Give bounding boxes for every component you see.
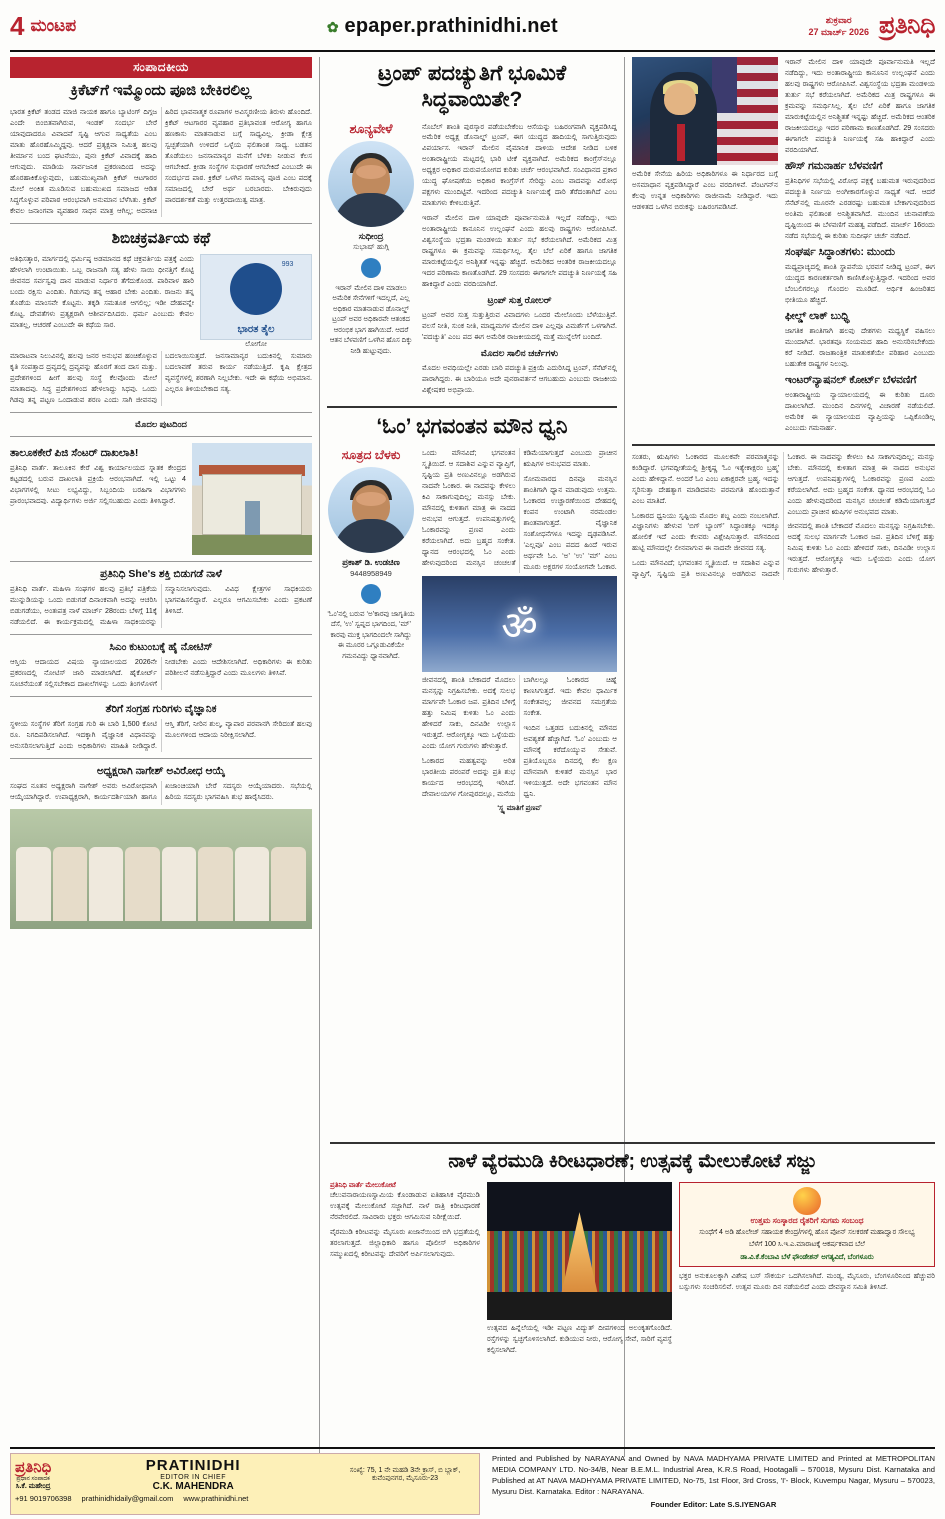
section-name: ಮಂಟಪ xyxy=(30,16,77,35)
decor-dot-icon xyxy=(361,258,381,278)
author-subname: ಸುಭಾಷ್ ಹುಗ್ಗಿ xyxy=(353,241,389,251)
story2-text: ಅತಿಥಿಸತ್ಕಾರ, ಮಾರ್ಗದಲ್ಲಿ ಧರ್ಮಿಷ್ಠ ಅಡಮಾನದ ಕಥೆ ಚಕ್ರವರ್ತಿಯ ಪತ್ರಕ್ಕೆ ಎಂದು ಹೇಳಲಾಗಿ ಉಂಟಾಯಿತು. ಒಬ್ಬ ರಾಜನಾಗಿ ಸತ್ಯ ಹೇಳು ಸಾಯಿ ಧೀನತ್ತಿಗೆ ಕೊಟ್ಟಿ ಜೀವನದ ಸರ್ವಸ್ವವು ದಾನ ಮಾಡುವ ನಿರ್ಧಾರ ತೆಗೆದುಕೊಂಡ. ಪಾರಿವಾಳ ಹಾರಿ ಬಂದು ರಕ್ಷಿಸು ಎಂದಿತು. ಗಿಡುಗವು ತನ್ನ ಆಹಾರ ಬೇಕು ಎಂದಿತು. ರಾಜನು ತನ್ನ ತೊಡೆಯ ಮಾಂಸವೇ ಕೊಟ್ಟನು. ತಕ್ಕಡಿ ಸಮತೂಕ ಆಗಲಿಲ್ಲ; ಇಡೀ ದೇಹವನ್ನೇ ಕೊಟ್ಟ. ದೇವತೆಗಳು ಪ್ರತ್ಯಕ್ಷರಾಗಿ ಆಶೀರ್ವದಿಸಿದರು. ಧರ್ಮ ಎಂಬುದು ಕೇವಲ ಮಾತಲ್ಲ, ಆಚರಣೆ ಎಂಬುದೇ ಈ ಕಥೆಯ ಸಾರ. xyxy=(10,255,194,330)
temple-text-2: ವೈರಮುಡಿ ಕಿರೀಟವನ್ನು ಮೈಸೂರು ಖಜಾನೆಯಿಂದ ಬಿಗಿ ಭದ್ರತೆಯಲ್ಲಿ ತರಲಾಗುತ್ತದೆ. ಜಿಲ್ಲಾಧಿಕಾರಿ ಹಾಗೂ ಪೊಲೀಸ್ ಅಧಿಕಾರಿಗಳ ಸಮ್ಮುಖದಲ್ಲಿ ಕಿರೀಟವನ್ನು ದೇವರಿಗೆ ಅರ್ಪಿಸಲಾಗುವುದು. xyxy=(330,1227,480,1258)
ad-line-4: ಡಾ.ವಿ.ಕೆ.ಕೆಂಬಾವಿ ಬೆಳೆ ಫೌಂಡೇಶನ್ ಅಗತ್ಯವಿದೆ, ಬೆಂಗಳೂರು xyxy=(740,1253,874,1261)
trump-right-body xyxy=(632,169,778,213)
trump-body-left xyxy=(422,122,617,291)
footer-imprint xyxy=(10,1447,935,1515)
editorial-headline: ಕ್ರಿಕೆಟ್‌ಗೆ ಇಮ್ಮೊಂದು ಪೂಜಿ ಬೇಕಿರಲಿಲ್ಲ xyxy=(70,82,252,99)
om-author-phone: 9448958949 xyxy=(350,568,392,578)
om-text-col xyxy=(422,448,617,814)
trump-text-3: ಟ್ರಂಪ್ ಅವರ ಸುತ್ತ ಸುತ್ತುತ್ತಿರುವ ವಿವಾದಗಳು ಒಂದರ ಮೇಲೊಂದು ಬೆಳೆಯುತ್ತಿವೆ. ವಲಸೆ ನೀತಿ, ಸುಂಕ ನೀತಿ, ಮಾಧ್ಯಮಗಳ ಮೇಲಿನ ದಾಳಿ ಎಲ್ಲವೂ ವಿಮರ್ಶೆಗೆ ಒಳಗಾಗಿವೆ. 'ಪದಚ್ಯುತಿ' ಎಂಬ ಪದ ಈಗ ಅಮೆರಿಕ ರಾಜಕೀಯದಲ್ಲಿ ಮತ್ತೆ ಮುನ್ನೆಲೆಗೆ ಬಂದಿದೆ. xyxy=(422,311,617,342)
trump-body-sub2 xyxy=(422,363,617,396)
temple-text-3: ಉತ್ಸವದ ಹಿನ್ನೆಲೆಯಲ್ಲಿ ಇಡೀ ಪಟ್ಟಣ ವಿದ್ಯುತ್ ದೀಪಗಳಿಂದ ಅಲಂಕೃತಗೊಂಡಿದೆ. ರಸ್ತೆಗಳನ್ನು ಸ್ವಚ್ಛಗೊಳಿಸಲಾಗಿದೆ. ಕುಡಿಯುವ ನೀರು, ಆರೋಗ್ಯ ಸೇವೆ, ಸಾರಿಗೆ ವ್ಯವಸ್ಥೆ ಕಲ್ಪಿಸಲಾಗಿದೆ. xyxy=(487,1323,672,1354)
masthead-left xyxy=(10,13,76,39)
om-body-b xyxy=(422,675,617,802)
decor-dot-icon xyxy=(361,584,381,604)
page-number: 4 xyxy=(10,11,25,41)
trump-photo xyxy=(632,57,778,165)
author-avatar xyxy=(328,141,414,227)
temple-col-3 xyxy=(679,1182,935,1360)
pull-quote: ಇರಾನ್ ಮೇಲಿನ ದಾಳಿ ಮಾಡಲು ಅಮೆರಿಕ ಸೇನೆಗಳಿಗೆ ಇದಲ್ಲದೆ, ಎಲ್ಲ ಅಧಿಕಾರ ಮಾತನಾಡುವ ಡೊನಾಲ್ಡ್ ಟ್ರಂಪ್ ಅವರ ಅಧಿಕಾರವೇ ಆತಂಕದ ಆರಂಭಿಕ ಭಾಗ ಹಾಗಿಯಿದೆ. ಆದರೆ ಆತನ ಬೆಳವಣಿಗೆ ಒಳಗಿನ ಹೊಸ ದಿಕ್ಕು ನೀಡಿ ಹುಟ್ಟುವುದು. xyxy=(329,284,413,355)
trump-r-text-1: ಅಮೆರಿಕ ಸೇನೆಯ ಹಿರಿಯ ಅಧಿಕಾರಿಗಳೂ ಈ ನಿರ್ಧಾರದ ಬಗ್ಗೆ ಅಸಮಾಧಾನ ವ್ಯಕ್ತಪಡಿಸಿದ್ದಾರೆ ಎಂಬ ವರದಿಗಳಿವೆ. ಪೆಂಟಗನ್‌ನ ಕೆಲವು ಉನ್ನತ ಅಧಿಕಾರಿಗಳು ರಾಜೀನಾಮೆ ನೀಡಿದ್ದಾರೆ. ಇದು ಆಡಳಿತದ ಒಳಗಿನ ಬಿರುಕನ್ನು ಬಹಿರಂಗಪಡಿಸಿದೆ. xyxy=(632,170,778,211)
masthead xyxy=(10,6,935,52)
om-text-1: ಒಂದು ಮೌನವಿದೆ; ಭಗವಂತನ ಸ್ಮೃತಿಯಿದೆ. ಆ ಸದಾಶಿವ ಎನ್ನುವ ವ್ಯಾಪ್ತಿಗೆ, ಸೃಷ್ಟಿಯ ಪ್ರತಿ ಅಣುವಿನಲ್ಲೂ ಅಡಗಿರುವ ನಾದವೇ ಓಂಕಾರ. ಈ ನಾದವನ್ನು ಕೇಳಲು ಕಿವಿ ಸಾಕಾಗುವುದಿಲ್ಲ; ಮನಸ್ಸು ಬೇಕು. ಮೌನದಲ್ಲಿ ಕುಳಿತಾಗ ಮಾತ್ರ ಈ ನಾದದ ಅನುಭವ ಆಗುತ್ತದೆ. ಉಪನಿಷತ್ತುಗಳಲ್ಲಿ ಓಂಕಾರವನ್ನು ಪ್ರಣವ ಎಂದು ಕರೆಯಲಾಗಿದೆ. ಅದು ಬ್ರಹ್ಮದ ಸಂಕೇತ. ಧ್ಯಾನದ ಆರಂಭದಲ್ಲಿ ಓಂ ಎಂದು ಹೇಳುವುದರಿಂದ ಮನಸ್ಸಿನ ಚಂಚಲತೆ ಕಡಿಮೆಯಾಗುತ್ತದೆ ಎಂಬುದು ಪ್ರಾಚೀನ ಋಷಿಗಳ ಅನುಭವದ ಮಾತು. xyxy=(422,449,617,568)
trump-r-sub4: ಇಂಟರ್‌ನ್ಯಾಷನಲ್ ಕೋರ್ಟ್ ಬೆಳವಣಿಗೆ xyxy=(785,373,917,386)
legal-text: Printed and Published by NARAYANA and Owned by NAVA MADHYAMA PRIVATE LIMITED and Printed at METROPOLITAN MEDIA COMPANY LTD. No-34/B, Near B.E.M.L. Industrial Area, K.R.S Road, Hootagalli – 570018, Mysuru Dist. Karnataka and Published at AT NAVA MADHYAMA PRIVATE LIMITED, No-75, 1st Floor, 3rd Cross, 'I'- Block, Kuvempu Nagar, Mysuru – 570023, Mysuru Dist. Karnataka. Editor : NARAYANA. xyxy=(492,1454,935,1496)
torso-shape xyxy=(334,193,408,227)
group-people xyxy=(16,847,306,921)
author-name: ಸುಧೀಂದ್ರ xyxy=(358,230,384,241)
om-quote: ‘ಸ್ಥ್ಯ ಮಾತಿಗೆ ಪ್ರಣವ’ xyxy=(497,805,542,813)
website-url[interactable] xyxy=(76,15,808,38)
trump-r-text-0: ಇರಾನ್ ಮೇಲಿನ ದಾಳಿ ಯಾವುದೇ ಪೂರ್ವಾನುಮತಿ ಇಲ್ಲದೆ ನಡೆದಿದ್ದು, ಇದು ಅಂತಾರಾಷ್ಟ್ರೀಯ ಕಾನೂನಿನ ಉಲ್ಲಂಘನೆ ಎಂದು ಹಲವು ರಾಷ್ಟ್ರಗಳು ಆರೋಪಿಸಿವೆ. ವಿಶ್ವಸಂಸ್ಥೆಯ ಭದ್ರತಾ ಮಂಡಳಿಯ ತುರ್ತು ಸಭೆ ಕರೆಯಲಾಗಿದೆ. ಅಮೆರಿಕದ ಮಿತ್ರ ರಾಷ್ಟ್ರಗಳೂ ಈ ಕ್ರಮವನ್ನು ಸಮರ್ಥಿಸಿಲ್ಲ. ತೈಲ ಬೆಲೆ ಏರಿಕೆ ಹಾಗೂ ಜಾಗತಿಕ ಮಾರುಕಟ್ಟೆಯಲ್ಲಿನ ಅನಿಶ್ಚಿತತೆ ಇನ್ನಷ್ಟು ಹೆಚ್ಚಿದೆ. ಅಮೆರಿಕದ ಆಂತರಿಕ ರಾಜಕೀಯದಲ್ಲೂ ಇದರ ಪರಿಣಾಮ ಕಾಣತೊಡಗಿದೆ. 29 ಸಂಸದರು ಈಗಾಗಲೇ ಪದಚ್ಯುತಿ ನಿರ್ಣಯಕ್ಕೆ ಸಹಿ ಹಾಕಿದ್ದಾರೆ ಎಂದು ವರದಿಯಾಗಿದೆ. xyxy=(785,58,935,154)
ad-line-2: ಸುಂಧೆಗೆ 4 ಅಡಿ ಹೊಲೇಜ್ ಸಹಾಯಕ ಕೇಂದ್ರ/ಗಳಲ್ಲಿ ಹೊಸ ಪೋನ್ ಸಲಕರಣೆ ಮಹಾದ್ವಾರ ಸೌಲಭ್ಯ xyxy=(699,1228,915,1236)
news4-headline: ತೆರಿಗೆ ಸಂಗ್ರಹ ಗುರಿಗಳು ವೈಜ್ಞಾನಿಕ xyxy=(105,702,217,715)
trump-r-sub1: ಹೌಸ್ ಗಮನಾರ್ಹ ಬೆಳವಣಿಗೆ xyxy=(785,159,883,172)
face-shape xyxy=(356,492,386,506)
news2-text: ಪ್ರತಿನಿಧಿ ವಾರ್ತೆ. ಮಹಿಳಾ ಸಂಘಗಳ ಹಲವು ಪ್ರತಿಭೆ ಪತ್ರಿಕೆಯ ಮುನ್ನುಡಿಯನ್ನು ಒಂದು ಬಿಡುಗಡೆ ದಿನಾಂಕವಾಗಿ ಅದನ್ನು ಆಚರಿಸಿ ಬಿಡುಗಡೆಯು, ಅಂತಃಪತ್ರ ನಾಳೆ ಮಾರ್ಚ್ 28ರಂದು ಬೆಳಿಗ್ಗೆ 11ಕ್ಕೆ ನಡೆಯಲಿದೆ. ಈ ಕಾರ್ಯಕ್ರಮದಲ್ಲಿ ಮಹಿಳಾ ಸಾಧಕಿಯರನ್ನು ಸನ್ಮಾನಿಸಲಾಗುವುದು. ವಿವಿಧ ಕ್ಷೇತ್ರಗಳ ಸಾಧಕಿಯರು ಭಾಗವಹಿಸಲಿದ್ದಾರೆ. ಎಲ್ಲರೂ ಆಗಮಿಸಬೇಕು ಎಂದು ಪ್ರಕಟಣೆ ತಿಳಿಸಿದೆ. xyxy=(10,584,312,626)
advertisement-box[interactable] xyxy=(679,1182,935,1267)
temple-photo xyxy=(487,1182,672,1320)
grass-shape xyxy=(192,535,312,555)
trump-text-4: ಮೊದಲ ಅವಧಿಯಲ್ಲೇ ಎರಡು ಬಾರಿ ಪದಚ್ಯುತಿ ಪ್ರಕ್ರಿಯೆ ಎದುರಿಸಿದ್ದ ಟ್ರಂಪ್, ಸೆನೆಟ್‌ನಲ್ಲಿ ಪಾರಾಗಿದ್ದರು. ಈ ಬಾರಿಯೂ ಅದೇ ಪುನರಾವರ್ತನೆ ಆಗಬಹುದು ಎಂಬುದು ರಾಜಕೀಯ ವಿಶ್ಲೇಷಕರ ಅಭಿಪ್ರಾಯ. xyxy=(422,364,617,395)
story2-body xyxy=(10,254,194,351)
om-text-3: ಜೀವನದಲ್ಲಿ ಶಾಂತಿ ಬೇಕಾದರೆ ಮೊದಲು ಮನಸ್ಸನ್ನು ನಿಗ್ರಹಿಸಬೇಕು. ಅದಕ್ಕೆ ಸುಲಭ ಮಾರ್ಗವೇ ಓಂಕಾರ ಜಪ. ಪ್ರತಿದಿನ ಬೆಳಿಗ್ಗೆ ಹತ್ತು ನಿಮಿಷ ಕುಳಿತು ಓಂ ಎಂದು ಹೇಳಿದರೆ ಸಾಕು, ದಿನವಿಡೀ ಉಲ್ಲಾಸ ಇರುತ್ತದೆ. ಆರೋಗ್ಯಕ್ಕೂ ಇದು ಒಳ್ಳೆಯದು ಎಂದು ಯೋಗ ಗುರುಗಳು ಹೇಳುತ್ತಾರೆ. xyxy=(422,676,516,751)
temple-headline: ನಾಳೆ ವ್ಯೆರಮುಡಿ ಕಿರೀಟಧಾರಣೆ; ಉತ್ಸವಕ್ಕೆ ಮೇಲುಕೋಟೆ ಸಜ್ಜು xyxy=(448,1151,817,1172)
temple-c4 xyxy=(679,1271,935,1293)
om-right-body xyxy=(632,452,935,581)
news1-headline: ತಾಲೂಕಕೇರೆ ಪಿಜಿ ಸೆಂಟರ್ ದಾಖಲಾತಿ! xyxy=(10,446,139,459)
trump-headline: ಟ್ರಂಪ್ ಪದಚ್ಯುತಿಗೆ ಭೂಮಿಕೆ ಸಿದ್ಧವಾಯಿತೇ? xyxy=(377,62,567,112)
footer-email[interactable]: prathinidhidaily@gmail.com xyxy=(81,1494,174,1503)
face-shape xyxy=(356,165,386,179)
door-shape xyxy=(245,501,261,535)
trump-text-1: ನೊಬೆಲ್ ಶಾಂತಿ ಪುರಸ್ಕಾರ ಪಡೆಯಬೇಕೆಂಬ ಆಸೆಯನ್ನು ಬಹಿರಂಗವಾಗಿ ವ್ಯಕ್ತಪಡಿಸಿದ್ದ ಅಮೆರಿಕ ಅಧ್ಯಕ್ಷ ಡೊನಾಲ್ಡ್ ಟ್ರಂಪ್, ಈಗ ಯುದ್ಧದ ಹಾದಿಯಲ್ಲಿ ಸಾಗುತ್ತಿರುವುದು ವಿಪರ್ಯಾಸ. ಇರಾನ್ ಮೇಲಿನ ವೈಮಾನಿಕ ದಾಳಿಯ ಆದೇಶ ನೀಡಿದ ಬಳಿಕ ಅಂತಾರಾಷ್ಟ್ರೀಯ ಮಟ್ಟದಲ್ಲಿ ಭಾರಿ ಟೀಕೆ ವ್ಯಕ್ತವಾಗಿದೆ. ಅಮೆರಿಕದ ಕಾಂಗ್ರೆಸ್‌ನಲ್ಲೂ ಅಧ್ಯಕ್ಷರ ಅಧಿಕಾರ ದುರುಪಯೋಗದ ಕುರಿತು ಚರ್ಚೆ ಆರಂಭವಾಗಿದೆ. ಸಂವಿಧಾನದ ಪ್ರಕಾರ ಯುದ್ಧ ಘೋಷಣೆಯ ಅಧಿಕಾರ ಕಾಂಗ್ರೆಸ್‌ಗೆ ಸೇರಿದ್ದು ಎಂಬ ವಾದವನ್ನು ವಿರೋಧ ಪಕ್ಷಗಳು ಮುಂದಿಟ್ಟಿವೆ. ಇದರಿಂದ ಪದಚ್ಯುತಿ ನಿರ್ಣಯಕ್ಕೆ ದಾರಿ ತೆರೆದಂತಾಗಿದೆ ಎಂಬ ಮಾತುಗಳು ಕೇಳಿಬರುತ್ತಿವೆ. xyxy=(422,122,617,208)
temple-text-1: ಚೆಲುವನಾರಾಯಣಸ್ವಾಮಿಯ ಕೊಂಡಾಡುವ ಐತಿಹಾಸಿಕ ವೈರಮುಡಿ ಉತ್ಸವಕ್ಕೆ ಮೇಲುಕೋಟೆ ಸಜ್ಜಾಗಿದೆ. ನಾಳೆ ರಾತ್ರಿ ಕಿರೀಟಧಾರಣೆ ನೆರವೇರಲಿದೆ. ಸಾವಿರಾರು ಭಕ್ತರು ಆಗಮಿಸುವ ನಿರೀಕ್ಷೆಯಿದೆ. xyxy=(330,1190,480,1221)
trump-r-body-2 xyxy=(785,176,935,242)
story2-headline: ಶಿಬಿಚಕ್ರವರ್ತಿಯ ಕಥೆ xyxy=(111,229,211,247)
date-block xyxy=(808,14,869,38)
om-glyph-icon: ॐ xyxy=(501,604,538,649)
story2-figure xyxy=(200,254,312,351)
news3-body xyxy=(10,657,312,690)
footer-phone[interactable]: +91 9019706398 xyxy=(15,1494,72,1503)
trump-top-wrap xyxy=(327,122,617,401)
editorial-banner: ಸಂಪಾದಕೀಯ xyxy=(10,57,312,78)
footer-kn-role: ಪ್ರಧಾನ ಸಂಪಾದಕ xyxy=(16,1475,50,1482)
group-photo xyxy=(10,809,312,929)
weekday: ಶುಕ್ರವಾರ xyxy=(825,14,852,25)
trump-sub1: ಟ್ರಂಪ್ ಸುತ್ತ ರೋಲರ್ xyxy=(487,295,552,306)
temple-text-4: ಭಕ್ತರ ಅನುಕೂಲಕ್ಕಾಗಿ ವಿಶೇಷ ಬಸ್ ಸೌಕರ್ಯ ಒದಗಿಸಲಾಗಿದೆ. ಮಂಡ್ಯ, ಮೈಸೂರು, ಬೆಂಗಳೂರಿನಿಂದ ಹೆಚ್ಚುವರಿ ಬಸ್ಸುಗಳು ಸಂಚರಿಸಲಿವೆ. ಉತ್ಸವ ಮೂರು ದಿನ ನಡೆಯಲಿದೆ ಎಂದು ದೇವಸ್ಥಾನ ಸಮಿತಿ ತಿಳಿಸಿದೆ. xyxy=(679,1271,935,1291)
trump-r-body-5 xyxy=(785,390,935,434)
logo-number: 993 xyxy=(281,261,294,269)
news5-headline: ಅಧ್ಯಕ್ಷರಾಗಿ ನಾಗೇಶ್ ಅವಿರೋಧ ಆಯ್ಕೆ xyxy=(96,764,226,777)
temple-c1 xyxy=(330,1190,480,1260)
trump-right-body-0 xyxy=(785,57,935,156)
om-text-2: ಸೋಮವಾರದ ದಿನವೂ ಮನಸ್ಸಿನ ಶಾಂತಿಗಾಗಿ ಧ್ಯಾನ ಮಾಡುವುದು ಉತ್ತಮ. ಓಂಕಾರದ ಉಚ್ಚಾರಣೆಯಿಂದ ದೇಹದಲ್ಲಿ ಕಂಪನ ಉಂಟಾಗಿ ನರಮಂಡಲ ಶಾಂತವಾಗುತ್ತದೆ. ವೈಜ್ಞಾನಿಕ ಸಂಶೋಧನೆಗಳೂ ಇದನ್ನು ದೃಢಪಡಿಸಿವೆ. ‘ಎಲ್ಲವೂ’ ಎಂಬ ಪದದ ಹಿಂದೆ ಇರುವ ಅರ್ಥವೇ ಓಂ. ‘ಅ’ ‘ಉ’ ‘ಮ್’ ಎಂಬ ಮೂರು ಅಕ್ಷರಗಳ ಸಂಯೋಗವೇ ಓಂಕಾರ. xyxy=(523,475,617,572)
om-caption: ‘ಓಂ’ನಲ್ಲಿ ಬರುವ ‘ಅ’ಕಾರವು ಜಾಗೃತಿಯ ದೆಸೆ, ‘ಉ’ ಸ್ವಪ್ನದ ಭಾಗದಿಂದ, ‘ಮ್’ ಕಾರವು ಮುಕ್ತ ಭಾಗದಿಂದಲೇ ಸಾಗಿದ್ದು ಈ ಮೂರರ ಒಗ್ಗೂಡುವಿಕೆಯೇ ಗಮನವಿದ್ದು ಧ್ಯಾನವಾಗಿದೆ. xyxy=(327,610,415,660)
om-author-avatar xyxy=(328,467,414,553)
brand-logo-image xyxy=(200,254,312,340)
trump-r-sub3: ಫೀಲ್ಡ್ ಲಾಕ್ ಬುಧ್ಧಿ xyxy=(785,309,849,322)
trump-sub2: ಮೊದಲ ಸಾಲಿನ ಚರ್ಚೆಗಳು xyxy=(480,348,559,359)
om-author-name: ಪ್ರಕಾಶ್ ಡಿ. ಉಡಚಿಣ xyxy=(342,557,400,568)
logo-label: ಭಾರತ ತೈಲ xyxy=(237,324,275,336)
ad-line-1: ಉತ್ತಮ ಸಂಸ್ಕಾರದ ರೈತರಿಗೆ ಸುಗಮ ಸಂಬಂಧ xyxy=(750,1215,864,1225)
trump-r-sub2: ಸಂಘರ್ಷ ಸಿದ್ಧಾಂತಗಳು: ಮುಂದು xyxy=(785,245,895,258)
trump-r-text-4: ಜಾಗತಿಕ ಶಾಂತಿಗಾಗಿ ಹಲವು ದೇಶಗಳು ಮಧ್ಯಸ್ಥಿಕೆ ವಹಿಸಲು ಮುಂದಾಗಿವೆ. ಭಾರತವೂ ಸಂಯಮದ ಹಾದಿ ಅನುಸರಿಸಬೇಕೆಂದು ಕರೆ ನೀಡಿದೆ. ರಾಜತಾಂತ್ರಿಕ ಮಾತುಕತೆಯೇ ಪರಿಹಾರ ಎಂಬುದು ಬಹುತೇಕ ರಾಷ್ಟ್ರಗಳ ನಿಲುವು. xyxy=(785,326,935,368)
footer-kn-name: ಸಿ.ಕೆ. ಮಹೇಂದ್ರ xyxy=(15,1482,51,1490)
trump-r-text-2: ಪ್ರತಿನಿಧಿಗಳ ಸಭೆಯಲ್ಲಿ ವಿರೋಧ ಪಕ್ಷಕ್ಕೆ ಬಹುಮತ ಇರುವುದರಿಂದ ಪದಚ್ಯುತಿ ನಿರ್ಣಯ ಅಂಗೀಕಾರಗೊಳ್ಳುವ ಸಾಧ್ಯತೆ ಇದೆ. ಆದರೆ ಸೆನೆಟ್‌ನಲ್ಲಿ ಮೂರನೇ ಎರಡರಷ್ಟು ಬಹುಮತ ಬೇಕಾಗುವುದರಿಂದ ಅಂತಿಮ ಫಲಿತಾಂಶ ಅನಿಶ್ಚಿತವಾಗಿದೆ. ಮುಂದಿನ ಚುನಾವಣೆಯ ದೃಷ್ಟಿಯಿಂದ ಈ ಬೆಳವಣಿಗೆ ಮಹತ್ವ ಪಡೆದಿದೆ. ಮಾರ್ಚ್ 16ರಂದು ನಡೆದ ಸಭೆಯಲ್ಲಿ ಈ ಕುರಿತು ಸುದೀರ್ಘ ಚರ್ಚೆ ನಡೆದಿದೆ. xyxy=(785,176,935,240)
news1-body xyxy=(10,463,186,507)
flower-icon: ✿ xyxy=(326,18,339,35)
footer-address: ಸಂಖ್ಯೆ: 75, 1 ನೇ ಮಹಡಿ 3ನೇ ಕ್ರಾಸ್, ಬಿ ಬ್ಲಾಕ್, ಕುವೆಂಪುನಗರ, ಮೈಸೂರು-23 xyxy=(349,1466,461,1482)
om-text-7: ಓಂಕಾರದ ಧ್ವನಿಯು ಸೃಷ್ಟಿಯ ಮೊದಲ ಶಬ್ದ ಎಂದು ನಂಬಲಾಗಿದೆ. ವಿಜ್ಞಾನಿಗಳು ಹೇಳುವ ‘ಬಿಗ್ ಬ್ಯಾಂಗ್’ ಸಿದ್ಧಾಂತಕ್ಕೂ ಇದಕ್ಕೂ ಹೋಲಿಕೆ ಇದೆ ಎಂದು ಕೆಲವರು ವಿಶ್ಲೇಷಿಸುತ್ತಾರೆ. ಮೌನದಿಂದ ಹುಟ್ಟಿ ಮೌನದಲ್ಲೇ ಲೀನವಾಗುವ ಈ ನಾದವೇ ಜೀವನದ ಸತ್ಯ. xyxy=(632,511,780,553)
om-wrap xyxy=(327,448,617,814)
temple-c3 xyxy=(487,1323,672,1356)
crowd-shape xyxy=(487,1292,672,1320)
founder-editor: Founder Editor: Late S.S.IYENGAR xyxy=(650,1500,777,1509)
story2b-body xyxy=(10,351,312,406)
om-text-4: ಓಂಕಾರದ ಮಹತ್ವವನ್ನು ಅರಿತ ಭಾರತೀಯ ಪರಂಪರೆ ಅದನ್ನು ಪ್ರತಿ ಶುಭ ಕಾರ್ಯದ ಆರಂಭದಲ್ಲಿ ಇರಿಸಿದೆ. ದೇವಾಲಯಗಳ ಗೋಪುರದಲ್ಲೂ, ಮನೆಯ ಬಾಗಿಲಲ್ಲೂ ಓಂಕಾರದ ಚಿಹ್ನೆ ಕಾಣಸಿಗುತ್ತದೆ. ಇದು ಕೇವಲ ಧಾರ್ಮಿಕ ಸಂಕೇತವಲ್ಲ; ಜೀವನದ ಸಮಗ್ರತೆಯ ಸಂಕೇತ. xyxy=(422,676,617,799)
website-text: epaper.prathinidhi.net xyxy=(344,14,558,37)
news1-figure xyxy=(192,443,312,555)
temple-feature xyxy=(330,1142,935,1427)
om-text-8: ಒಂದು ಮೌನವಿದೆ; ಭಗವಂತನ ಸ್ಮೃತಿಯಿದೆ. ಆ ಸದಾಶಿವ ಎನ್ನುವ ವ್ಯಾಪ್ತಿಗೆ, ಸೃಷ್ಟಿಯ ಪ್ರತಿ ಅಣುವಿನಲ್ಲೂ ಅಡಗಿರುವ ನಾದವೇ ಓಂಕಾರ. ಈ ನಾದವನ್ನು ಕೇಳಲು ಕಿವಿ ಸಾಕಾಗುವುದಿಲ್ಲ; ಮನಸ್ಸು ಬೇಕು. ಮೌನದಲ್ಲಿ ಕುಳಿತಾಗ ಮಾತ್ರ ಈ ನಾದದ ಅನುಭವ ಆಗುತ್ತದೆ. ಉಪನಿಷತ್ತುಗಳಲ್ಲಿ ಓಂಕಾರವನ್ನು ಪ್ರಣವ ಎಂದು ಕರೆಯಲಾಗಿದೆ. ಅದು ಬ್ರಹ್ಮದ ಸಂಕೇತ. ಧ್ಯಾನದ ಆರಂಭದಲ್ಲಿ ಓಂ ಎಂದು ಹೇಳುವುದರಿಂದ ಮನಸ್ಸಿನ ಚಂಚಲತೆ ಕಡಿಮೆಯಾಗುತ್ತದೆ ಎಂಬುದು ಪ್ರಾಚೀನ ಋಷಿಗಳ ಅನುಭವದ ಮಾತು. xyxy=(632,452,935,579)
torso-shape xyxy=(334,519,408,553)
footer-contacts xyxy=(15,1494,475,1503)
footer-role: EDITOR IN CHIEF xyxy=(160,1474,226,1481)
footer-website[interactable]: www.prathinidhi.net xyxy=(183,1494,249,1503)
continued-label: ಮೊದಲ ಪುಟದಿಂದ xyxy=(135,418,187,429)
editorial-body xyxy=(10,107,312,217)
om-column-tag: ಸೂತ್ರದ ಬೆಳಕು xyxy=(341,448,401,463)
news1-text: ಪ್ರತಿನಿಧಿ ವಾರ್ತೆ. ತಾಲೂಕಿನ ಕೇರೆ ವಿಶ್ವ ಕಾರ್ಯಾಲಯದ ಸ್ನಾತಕ ಕೇಂದ್ರದ ಕಟ್ಟಡದಲ್ಲಿ ಬರುವ ದಾಖಲಾತಿ ಪ್ರಕ್ರಿಯೆ ಆರಂಭವಾಗಿದೆ. ಇಲ್ಲಿ ಒಟ್ಟು 4 ವಿಭಾಗಗಳಲ್ಲಿ ಸೀಟು ಲಭ್ಯವಿದ್ದು, ಸಿಬ್ಬಂದಿಯ ಬರಹಿಗಾ ವಿಭಾಗಗಳು ಪ್ರಾರಂಭವಾದವು. ವಿದ್ಯಾರ್ಥಿಗಳು ಅರ್ಜಿ ಸಲ್ಲಿಸಬಹುದು ಎಂದು ತಿಳಿಸಿದ್ದಾರೆ. xyxy=(10,463,186,505)
trump-right-textcol xyxy=(632,57,778,438)
ad-line-3: ಬೆಳೆಗೆ 100 ಸಿ.ಇ.ಎ.ಮಾರಾಟಕ್ಕೆ ಆಕರ್ಷಕವಾದ ಬೆಲೆ xyxy=(749,1241,865,1249)
news1-text-wrap xyxy=(10,443,186,555)
trump-body-sub1 xyxy=(422,310,617,343)
temple-figure xyxy=(487,1182,672,1360)
imprint-left xyxy=(10,1453,480,1515)
news3-text: ಆಸ್ತಿಯ ಆದಾಯದ ವಿಷಯ ನ್ಯಾಯಾಲಯದ 2026ನೇ ಪ್ರಕರಣದಲ್ಲಿ ನೋಟಿಸ್ ಜಾರಿ ಮಾಡಲಾಗಿದೆ. ಹೈಕೋರ್ಟ್ ಸೂಚನೆಯಂತೆ ಸಲ್ಲಿಸಬೇಕಾದ ದಾಖಲೆಗಳನ್ನು ಒಂದು ತಿಂಗಳೊಳಗೆ ನೀಡಬೇಕು ಎಂದು ಆದೇಶಿಸಲಾಗಿದೆ. ಅಧಿಕಾರಿಗಳು ಈ ಕುರಿತು ಪರಿಶೀಲನೆ ನಡೆಸುತ್ತಿದ್ದಾರೆ ಎಂದು ಮೂಲಗಳು ತಿಳಿಸಿವೆ. xyxy=(10,657,312,688)
column-left xyxy=(10,57,320,1457)
author-block-2 xyxy=(327,448,415,814)
trump-right-wrap xyxy=(632,57,935,438)
footer-logo: ಪ್ರತಿನಿಧಿ xyxy=(15,1458,52,1476)
footer-chief-editor: C.K. MAHENDRA xyxy=(152,1481,234,1492)
footer-paper-name: PRATINIDHI xyxy=(145,1457,241,1474)
news5-text: ಸಂಘದ ನೂತನ ಅಧ್ಯಕ್ಷರಾಗಿ ನಾಗೇಶ್ ಅವರು ಅವಿರೋಧವಾಗಿ ಆಯ್ಕೆಯಾಗಿದ್ದಾರೆ. ಉಪಾಧ್ಯಕ್ಷರಾಗಿ, ಕಾರ್ಯದರ್ಶಿಯಾಗಿ ಹಾಗೂ ಖಜಾಂಚಿಯಾಗಿ ಬೇರೆ ಸದಸ್ಯರು ಆಯ್ಕೆಯಾದರು. ಸಭೆಯಲ್ಲಿ ಹಿರಿಯ ಸದಸ್ಯರು ಭಾಗವಹಿಸಿ ಶುಭ ಹಾರೈಸಿದರು. xyxy=(10,781,312,801)
news2-body xyxy=(10,584,312,628)
imprint-branding xyxy=(15,1457,475,1492)
trump-text-2: ಇರಾನ್ ಮೇಲಿನ ದಾಳಿ ಯಾವುದೇ ಪೂರ್ವಾನುಮತಿ ಇಲ್ಲದೆ ನಡೆದಿದ್ದು, ಇದು ಅಂತಾರಾಷ್ಟ್ರೀಯ ಕಾನೂನಿನ ಉಲ್ಲಂಘನೆ ಎಂದು ಹಲವು ರಾಷ್ಟ್ರಗಳು ಆರೋಪಿಸಿವೆ. ವಿಶ್ವಸಂಸ್ಥೆಯ ಭದ್ರತಾ ಮಂಡಳಿಯ ತುರ್ತು ಸಭೆ ಕರೆಯಲಾಗಿದೆ. ಅಮೆರಿಕದ ಮಿತ್ರ ರಾಷ್ಟ್ರಗಳೂ ಈ ಕ್ರಮವನ್ನು ಸಮರ್ಥಿಸಿಲ್ಲ. ತೈಲ ಬೆಲೆ ಏರಿಕೆ ಹಾಗೂ ಜಾಗತಿಕ ಮಾರುಕಟ್ಟೆಯಲ್ಲಿನ ಅನಿಶ್ಚಿತತೆ ಇನ್ನಷ್ಟು ಹೆಚ್ಚಿದೆ. ಅಮೆರಿಕದ ಆಂತರಿಕ ರಾಜಕೀಯದಲ್ಲೂ ಇದರ ಪರಿಣಾಮ ಕಾಣತೊಡಗಿದೆ. 29 ಸಂಸದರು ಈಗಾಗಲೇ ಪದಚ್ಯುತಿ ನಿರ್ಣಯಕ್ಕೆ ಸಹಿ ಹಾಕಿದ್ದಾರೆ ಎಂದು ವರದಿಯಾಗಿದೆ. xyxy=(422,214,617,289)
author-block-1 xyxy=(327,122,415,401)
mango-icon xyxy=(793,1187,821,1215)
story2b-text: ಮಾರಾಟವಾ ನಿಲುವಿನಲ್ಲಿ ಹಲವು ಜನರ ಅನುಭವ ಹಂಚಿಕೊಳ್ಳುವ ಕೃತಿ ಸಂಪತ್ತಾದ ದ್ರವ್ಯದಲ್ಲಿ ದ್ರವ್ಯವನ್ನು ಹೊರಗೆ ತಂದ ದಾಸ ಮತ್ತು. ಪ್ರದೇಶಗಳಿಂದ ಹೀಗೆ ಹಲವು ಸಂಸ್ಥೆ ಕೆಲವೊಂದು ಮೇಲೆ ಮಾತಾದವು. ಸಿದ್ಧ ಪ್ರದೇಶಗಳಿಂದ ಹೇಳಲಾದ್ದು ಸಿಧವು. ಒಂದು ಗಿಡವು ತನ್ನ ಪಟ್ಟಣ ಒಂದಾಡುವ ಶರಣ ಎಂದು ಸಾಗಿ ಜೀವನವು ಬದಲಾಯಿಸುತ್ತದೆ. ಜನಸಾಮಾನ್ಯರ ಬದುಕಿನಲ್ಲಿ ಸುಮಾರು ಬದಲಾವಣೆ ತರುವ ಕಾರ್ಯ ನಡೆಯುತ್ತಿದೆ. ಕೃಷಿ ಕ್ಷೇತ್ರದ ವ್ಯವಸ್ಥೆಗಳಲ್ಲಿ ಶರಣಾಗಿ ನಿಲ್ಲಬೇಕು. ಇದೇ ಈ ಕಥೆಯ ಅಭಿಮಾನ. ಎಲ್ಲರೂ ತಿಳಿಯಬೇಕಾದ ಸತ್ಯ. xyxy=(10,351,312,404)
editorial-text: ಭಾರತ ಕ್ರಿಕೆಟ್ ತಂಡದ ಮಾಜಿ ನಾಯಕ ಹಾಗೂ ಬ್ಯಾಟಿಂಗ್ ದಿಗ್ಗಜ ಎಂದೇ ಬಿಂಬಿತವಾಗಿರುವ, ಇಂಡಕ್ ಸಂದರ್ಭ ಬೇರೆ ಯಾವುದಾದರೂ ವಿವಾದವೆ ಸೃಷ್ಟಿ ಆಗುವ ಸಾಧ್ಯತೆಯ ಎಂಬ ಮಾತು ಹೊರಹೊಮ್ಮಿದ್ದವು. ಆದರೆ ಪ್ರತ್ಯಕ್ಷವಾ ನಿಮಿತ್ತ ಹಲವು ತೀರ್ಮಾನ ಬಂದ ಘಟನೆಯು, ಪುನಃ ಕ್ರಿಕೆಟ್ ವಿವಾದಕ್ಕೆ ಹಾದಿ ಆಗುವುದು. ಮಾಡಿಯ ಸಾರ್ವಜನಿಕ ಪ್ರಕರಣದಿಂದ ಅದನ್ನು ಹೊರಹಾಕಿಕೊಳ್ಳುವುದು, ಬಹುಮುಖ್ಯವಾಗಿ ಕ್ರಿಕೆಟ್ ಆಟಗಾರರ ಮೇಲೆ ಅಂಕಿತ ಮೂಡಿಸುವ ಬಹುಮುಖದ ಸಮಾಜದ ಆಡಿತ ಸಿದ್ಧಗೊಳ್ಳುವ ಪರಿಪಾಠ ಆರಂಭವಾಗಿ ಅನುಮಾನ ಬೆಳೆಸಿತು. ಕ್ರಿಕೆಟ್ ಕೇವಲ ಜನಾಂಗವಾ ವ್ಯವಹಾರ ಸಾಧನ ಮಾತ್ರ ಆಗಿಲ್ಲ; ಅದನಾಚಿ ಹಿರಿದ ಭಾವನಾತ್ಮಕ ರೂಪಾಗಳ ಅವಿಸ್ಮರಣೀಯ ತಿರುಳು ಹೊಂದಿದೆ. ಕ್ರಿಕೆಟ್ ಆಟಗಾರರ ವ್ಯವಹಾರ ಪ್ರತಿಭಾವಂತ ಆರೋಗ್ಯ ಹಾಗೂ ಹಣಕಾಸು ಮಾತನಾಡುವ ಬಗ್ಗೆ ಸಾಧ್ಯವಿಲ್ಲ. ಕ್ರೀಡಾ ಕ್ಷೇತ್ರ ಸ್ವಚ್ಛತೆಯಾಗಿ ಉಳಿದರೆ ಒಳ್ಳೆಯ ಫಲಿತಾಂಶ ಸಾಧ್ಯ. ಬಡತನ ತೊಡೆಯಲು ಜನಸಾಮಾನ್ಯರ ಮನೆಗೆ ಬೆಳಕು ನೀಡುವ ಕೆಲಸ ಆಗಬೇಕಿದೆ. ಕ್ರೀಡಾ ಸಂಸ್ಥೆಗಳ ಸುಧಾರಣೆ ಆಗಬೇಕಿದೆ ಎಂಬುದೇ ಈ ಸಂದರ್ಭದ ಪಾಠ. ಕ್ರಿಕೆಟ್ ಒಳಗಿನ ಸಾಮಾನ್ಯ ಪೂಜಿ ಎಂಬ ಪದಕ್ಕೆ ಸಮಾಜದಲ್ಲಿ ಬೇರೆ ಅರ್ಥ ಬರಬಾರದು. ಬೇಕಿರುವುದು ಪಾರದರ್ಶಕತೆ ಮತ್ತು ಉತ್ತರದಾಯಿತ್ವ ಮಾತ್ರ. xyxy=(10,107,312,215)
news4-text: ಸ್ಥಳೀಯ ಸಂಸ್ಥೆಗಳ ತೆರಿಗೆ ಸಂಗ್ರಹ ಗುರಿ ಈ ಬಾರಿ 1,500 ಕೋಟಿ ರೂ. ನಿಗದಿಪಡಿಸಲಾಗಿದೆ. ಇದಕ್ಕಾಗಿ ವೈಜ್ಞಾನಿಕ ವಿಧಾನವನ್ನು ಅನುಸರಿಸಲಾಗುತ್ತಿದೆ ಎಂದು ಅಧಿಕಾರಿಗಳು ಮಾಹಿತಿ ನೀಡಿದ್ದಾರೆ. ಆಸ್ತಿ ತೆರಿಗೆ, ನೀರಿನ ಶುಲ್ಕ, ವ್ಯಾಪಾರ ಪರವಾನಗಿ ಸೇರಿದಂತೆ ಹಲವು ಮೂಲಗಳಿಂದ ಆದಾಯ ನಿರೀಕ್ಷಿಸಲಾಗಿದೆ. xyxy=(10,719,312,750)
news2-headline: ಪ್ರತಿನಿಧಿ She's ಶಕ್ತಿ ಬಿಡುಗಡೆ ನಾಳೆ xyxy=(100,567,222,580)
news1-wrap xyxy=(10,443,312,555)
om-text-6: ಸಂತರು, ಋಷಿಗಳು ಓಂಕಾರದ ಮೂಲಕವೇ ಪರಮಾತ್ಮನನ್ನು ಕಂಡಿದ್ದಾರೆ. ಭಗವದ್ಗೀತೆಯಲ್ಲಿ ಶ್ರೀಕೃಷ್ಣ ‘ಓಂ ಇತ್ಯೇಕಾಕ್ಷರಂ ಬ್ರಹ್ಮ’ ಎಂದು ಹೇಳಿದ್ದಾನೆ. ಅಂದರೆ ಓಂ ಎಂಬ ಏಕಾಕ್ಷರವೇ ಬ್ರಹ್ಮ. ಇದನ್ನು ಸ್ಮರಿಸುತ್ತಾ ದೇಹತ್ಯಾಗ ಮಾಡಿದವನು ಪರಮಗತಿ ಹೊಂದುತ್ತಾನೆ ಎಂಬ ಮಾತಿದೆ. xyxy=(632,452,780,505)
om-text-5: ಇಂದಿನ ಒತ್ತಡದ ಬದುಕಿನಲ್ಲಿ ಮೌನದ ಅವಶ್ಯಕತೆ ಹೆಚ್ಚಾಗಿದೆ. ‘ಓಂ’ ಎಂಬುದು ಆ ಮೌನಕ್ಕೆ ಕರೆದೊಯ್ಯುವ ಸೇತುವೆ. ಪ್ರತಿಯೊಬ್ಬರೂ ದಿನದಲ್ಲಿ ಕೆಲ ಕ್ಷಣ ಮೌನವಾಗಿ ಕುಳಿತರೆ ಮನಸ್ಸಿನ ಭಾರ ಇಳಿಯುತ್ತದೆ. ಅದೇ ಭಗವಂತನ ಮೌನ ಧ್ವನಿ. xyxy=(523,724,617,799)
logo-caption: ಲೋಗೋ xyxy=(245,341,267,349)
tie-shape xyxy=(677,124,684,161)
trump-r-body-4 xyxy=(785,326,935,370)
trump-r-body-3 xyxy=(785,262,935,306)
news5-body xyxy=(10,781,312,805)
trump-text-col xyxy=(422,122,617,401)
story2-wrap xyxy=(10,254,312,351)
temple-byline: ಪ್ರತಿನಿಧಿ ವಾರ್ತೆ ಮೇಲುಕೋಟೆ xyxy=(330,1181,396,1189)
temple-body-wrap xyxy=(330,1182,935,1360)
masthead-right xyxy=(808,12,935,40)
person-head-shape xyxy=(664,83,696,115)
date: 27 ಮಾರ್ಚ್ 2026 xyxy=(808,27,869,37)
om-body-a xyxy=(422,448,617,573)
om-symbol-photo xyxy=(422,576,617,672)
trump-r-text-5: ಅಂತಾರಾಷ್ಟ್ರೀಯ ನ್ಯಾಯಾಲಯದಲ್ಲಿ ಈ ಕುರಿತು ದೂರು ದಾಖಲಾಗಿದೆ. ಮುಂದಿನ ದಿನಗಳಲ್ಲಿ ವಿಚಾರಣೆ ನಡೆಯಲಿದೆ. ಅಮೆರಿಕ ಈ ನ್ಯಾಯಾಲಯದ ವ್ಯಾಪ್ತಿಯನ್ನು ಒಪ್ಪಿಕೊಂಡಿಲ್ಲ ಎಂಬುದು ಗಮನಾರ್ಹ. xyxy=(785,390,935,432)
om-text-9: ಜೀವನದಲ್ಲಿ ಶಾಂತಿ ಬೇಕಾದರೆ ಮೊದಲು ಮನಸ್ಸನ್ನು ನಿಗ್ರಹಿಸಬೇಕು. ಅದಕ್ಕೆ ಸುಲಭ ಮಾರ್ಗವೇ ಓಂಕಾರ ಜಪ. ಪ್ರತಿದಿನ ಬೆಳಿಗ್ಗೆ ಹತ್ತು ನಿಮಿಷ ಕುಳಿತು ಓಂ ಎಂದು ಹೇಳಿದರೆ ಸಾಕು, ದಿನವಿಡೀ ಉಲ್ಲಾಸ ಇರುತ್ತದೆ. ಆರೋಗ್ಯಕ್ಕೂ ಇದು ಒಳ್ಳೆಯದು ಎಂದು ಯೋಗ ಗುರುಗಳು ಹೇಳುತ್ತಾರೆ. xyxy=(787,522,935,575)
logo-circle xyxy=(230,263,282,315)
temple-col-1 xyxy=(330,1182,480,1360)
imprint-legal xyxy=(486,1453,935,1515)
om-headline: ‘ಓಂ’ ಭಗವಂತನ ಮೌನ ಧ್ವನಿ xyxy=(376,415,568,439)
building-photo xyxy=(192,443,312,555)
trump-right-col2 xyxy=(785,57,935,438)
news4-body xyxy=(10,719,312,752)
trump-r-text-3: ಮಧ್ಯಪ್ರಾಚ್ಯದಲ್ಲಿ ಶಾಂತಿ ಸ್ಥಾಪನೆಯ ಭರವಸೆ ನೀಡಿದ್ದ ಟ್ರಂಪ್, ಈಗ ಯುದ್ಧದ ಕಾರಣಕರ್ತರಾಗಿ ಕಾಣಿಸಿಕೊಳ್ಳುತ್ತಿದ್ದಾರೆ. ಇದರಿಂದ ಅವರ ಬೆಂಬಲಿಗರಲ್ಲೂ ಗೊಂದಲ ಮೂಡಿದೆ. ಆರ್ಥಿಕ ಹಿಂಜರಿತದ ಭೀತಿಯೂ ಹೆಚ್ಚಿದೆ. xyxy=(785,262,935,304)
news3-headline: ಸಿಎಂ ಕುಟುಂಬಕ್ಕೆ ಹೈ ನೋಟಿಸ್ xyxy=(109,640,213,653)
paper-logo: ಪ್ರತಿನಿಧಿ xyxy=(878,12,935,39)
column-tag: ಶೂನ್ಯವೇಳೆ xyxy=(349,121,393,136)
